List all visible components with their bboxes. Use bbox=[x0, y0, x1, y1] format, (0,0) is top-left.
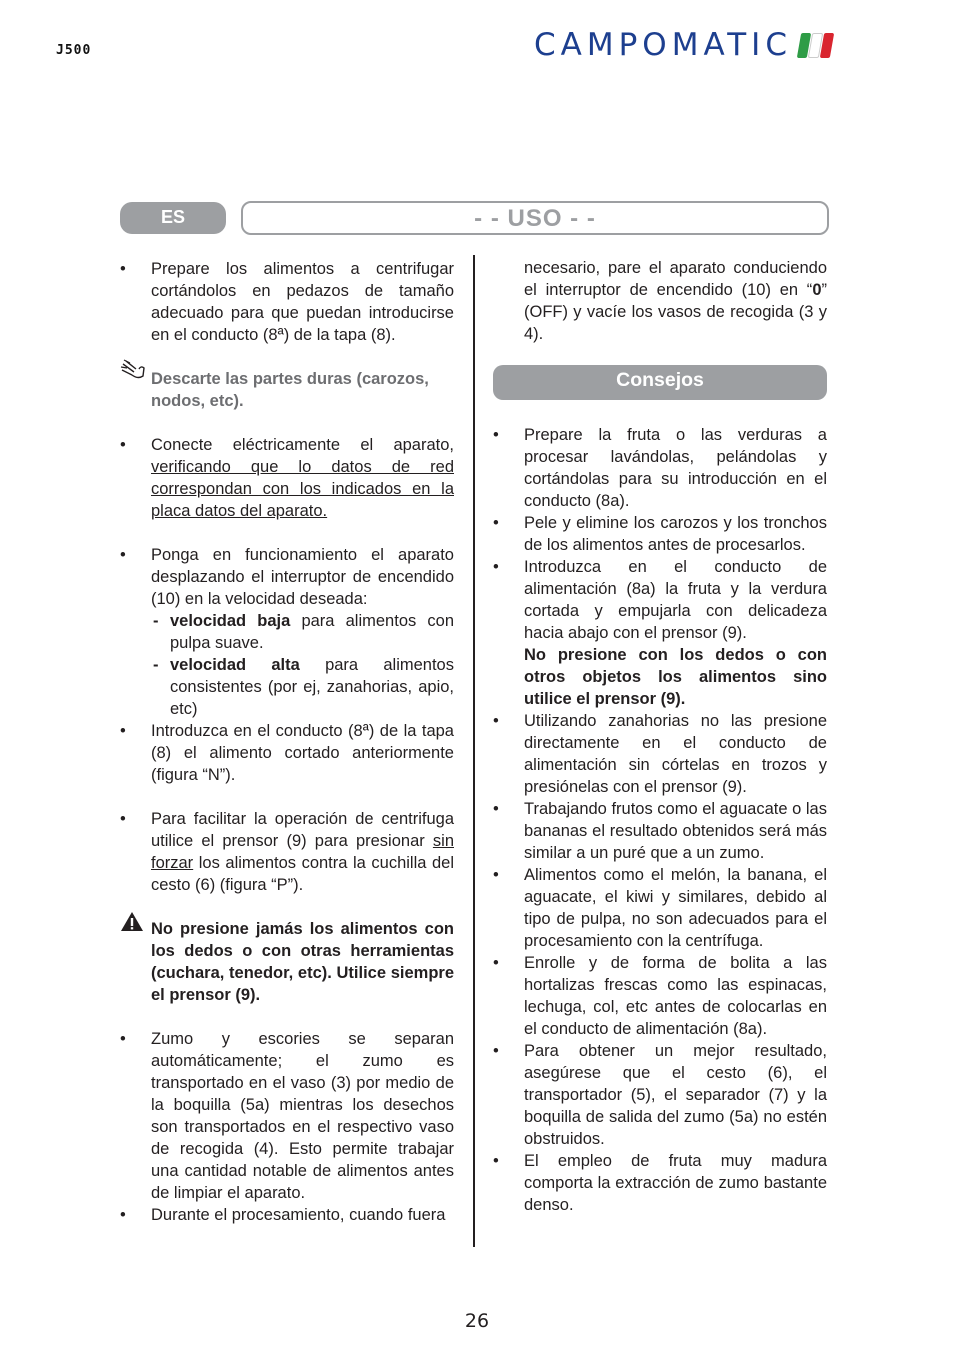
warning bbox=[120, 918, 454, 1006]
list-item: • Alimentos como el melón, la banana, el aguacate, el kiwi y similares, debido al tipo de pulpa, no son adecuados para el procesamiento con la centrífuga. bbox=[493, 866, 827, 950]
note bbox=[120, 368, 454, 412]
left-column bbox=[120, 258, 454, 1226]
sub-item: - velocidad alta para alimentos consistentes (por ej, zanahorias, apio, etc) bbox=[153, 656, 454, 718]
warning-text: No presione jamás los alimentos con los dedos o con otras herramientas (cuchara, tenedor, etc). Utilice siempre el prensor (9). bbox=[151, 920, 454, 1004]
warning-icon bbox=[120, 910, 144, 934]
italian-flag-icon bbox=[796, 33, 834, 58]
list-item: • Prepare la fruta o las verduras a procesar lavándolas, pelándolas y cortándolas para su introducción en el conducto (8a). bbox=[493, 426, 827, 510]
hand-note-icon bbox=[120, 358, 146, 384]
list-item: • Enrolle y de forma de bolita a las hortalizas frescas como las espinacas, lechuga, col, etc antes de colocarlas en el conducto de alimentación (8a). bbox=[493, 954, 827, 1038]
note-text: Descarte las partes duras (carozos, nodos, etc). bbox=[151, 370, 429, 410]
list-item: • Conecte eléctricamente el aparato, verificando que lo datos de red correspondan con los indicados en la placa datos del aparato. bbox=[120, 436, 454, 520]
sub-item: - velocidad baja para alimentos con pulpa suave. bbox=[153, 612, 455, 652]
column-divider bbox=[473, 255, 475, 1247]
right-column bbox=[493, 257, 827, 1216]
list-item: • Para obtener un mejor resultado, asegúrese que el cesto (6), el transportador (5), el separador (7) y la boquilla de salida del zumo (5a) no estén obstruidos. bbox=[493, 1042, 827, 1148]
list-item: • Utilizando zanahorias no las presione directamente en el conducto de alimentación sin córtelas en trozos y presiónelas con el prensor (9). bbox=[493, 712, 827, 796]
list-item: • Pele y elimine los carozos y los tronchos de los alimentos antes de procesarlos. bbox=[493, 514, 827, 554]
brand-name: CAMPOMATIC bbox=[534, 27, 792, 63]
consejos-heading: Consejos bbox=[493, 365, 827, 400]
language-badge: ES bbox=[120, 202, 226, 234]
list-item: • Introduzca en el conducto de alimentación (8a) la fruta y la verdura cortada y empujarla con delicadeza hacia abajo con el prensor (9). No presione con los dedos o con otros objetos los alimentos sino utilice el prensor (9). bbox=[493, 558, 827, 708]
list-item: • Trabajando frutos como el aguacate o las bananas el resultado obtenidos será más similar a un puré que a un zumo. bbox=[493, 800, 827, 862]
continued-text: necesario, pare el aparato conduciendo el interruptor de encendido (10) en “0” (OFF) y vacíe los vasos de recogida (3 y 4). bbox=[524, 259, 827, 343]
list-item: • Zumo y escories se separan automáticamente; el zumo es transportado en el vaso (3) por medio de la boquilla (5a) mientras los desechos son transportados en el respectivo vaso de recogida (4). Esto permite trabajar una cantidad notable de alimentos antes de limpiar el aparato. bbox=[120, 1030, 454, 1202]
list-item: • Ponga en funcionamiento el aparato desplazando el interruptor de encendido (10) en la velocidad deseada: bbox=[120, 546, 454, 608]
list-item: • El empleo de fruta muy madura comporta la extracción de zumo bastante denso. bbox=[493, 1152, 827, 1214]
list-item: • Para facilitar la operación de centrifuga utilice el prensor (9) para presionar sin forzar los alimentos contra la cuchilla del cesto (6) (figura “P”). bbox=[120, 810, 454, 894]
list-item: • Introduzca en el conducto (8ª) de la tapa (8) el alimento cortado anteriormente (figura “N”). bbox=[120, 722, 454, 784]
list-item: • Durante el procesamiento, cuando fuera bbox=[120, 1206, 446, 1224]
model-code: J500 bbox=[56, 43, 92, 58]
brand-logo bbox=[534, 28, 832, 62]
list-item: • Prepare los alimentos a centrifugar cortándolos en pedazos de tamaño adecuado para que puedan introducirse en el conducto (8ª) de la tapa (8). bbox=[120, 260, 454, 344]
page-number: 26 bbox=[464, 1310, 490, 1332]
bullet: • bbox=[120, 260, 126, 278]
section-title: - - USO - - bbox=[241, 201, 829, 235]
